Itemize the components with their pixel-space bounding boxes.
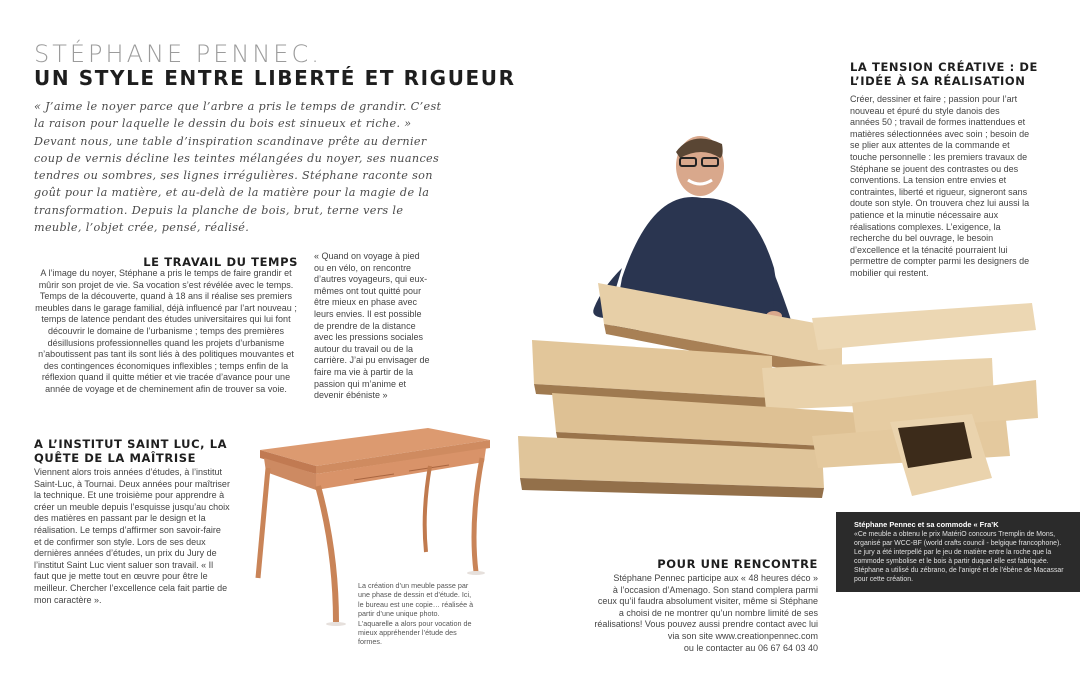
rencontre-line: a choisi de ne montrer qu’un nombre limité de ses: [618, 607, 818, 618]
section-heading-rencontre: POUR UNE RENCONTRE: [657, 557, 818, 571]
heading-line: LA TENSION CRÉATIVE : DE: [850, 60, 1038, 74]
section-heading-tension: [850, 60, 1050, 88]
article-title-name: STÉPHANE PENNEC.: [34, 40, 322, 68]
section-body-institut: Viennent alors trois années d’études, à l’institut Saint-Luc, à Tournai. Deux années pour maîtriser la technique. Et une troisième pour apprendre à créer un meuble depuis l’esquisse jusqu’au choix des matières en passant par le design et la réalisation. Le temps d’affirmer son savoir-faire et de confirmer son style. Lors de ses deux dernières années d’études, un prix du Jury de l’institut Saint Luc vient saluer son travail. « Il faut que je mette tout en œuvre pour être le meilleur. Chercher l’excellence cela fait partie de mon caractère ».: [34, 467, 230, 605]
rencontre-line: à l’occasion d’Amenago. Son stand complera parmi: [612, 584, 818, 595]
website-link[interactable]: via son site www.creationpennec.com: [667, 630, 818, 641]
rencontre-line: Stéphane Pennec participe aux « 48 heures déco »: [613, 573, 818, 583]
rencontre-line: ceux qu’il faudra absolument visiter, même si Stéphane: [597, 596, 818, 607]
section-heading-travail: LE TRAVAIL DU TEMPS: [143, 255, 298, 269]
rencontre-line: réalisations! Vous pouvez aussi prendre contact avec lui: [594, 619, 818, 630]
phone-number: ou le contacter au 06 67 64 03 40: [683, 642, 818, 653]
heading-line: QUÊTE DE LA MAÎTRISE: [34, 451, 197, 465]
article-title-subtitle: UN STYLE ENTRE LIBERTÉ ET RIGUEUR: [34, 66, 516, 90]
photo-caption-box: [836, 512, 1080, 592]
table-caption: La création d’un meuble passe par une phase de dessin et d’étude. Ici, le bureau est une copie… réalisée à partir d’une unique photo. L’aquarelle a alors pour vocation de mieux appréhender l’étude des formes.: [358, 581, 474, 647]
intro-paragraph: « J’aime le noyer parce que l’arbre a pris le temps de grandir. C’est la raison pour laquelle le dessin du bois est sinueux et riche. » Devant nous, une table d’inspiration scandinave prête au dernier coup de vernis décline les teintes mélangées du noyer, ses nuances tendres ou sombres, ses lignes irrégulières. Stéphane raconte son goût pour la matière, et au-delà de la matière pour la magie de la transformation. Depuis la planche de bois, brut, terne vers le meuble, l’objet crée, pensé, réalisé.: [34, 100, 442, 235]
heading-line: L’IDÉE À SA RÉALISATION: [850, 74, 1026, 88]
section-body-tension: Créer, dessiner et faire ; passion pour l’art nouveau et épuré du style danois des années 50 ; travail de formes inattendues et matières sélectionnées avec soin ; besoin de se plier aux attentes de la commande et touche personnelle : les premiers travaux de Stéphane se jouent des contrastes ou des conventions. La tension entre envies et contraintes, liberté et rigueur, signeront sans doute son style. On trouvera chez lui aussi la patience et la minutie nécessaire aux réalisations complexes. L’exigence, la recherche du bel ouvrage, le besoin d’excellence et la ténacité pourraient lui permettre de compter parmi les designers de mobilier qui restent.: [850, 94, 1030, 278]
photo-caption-title: Stéphane Pennec et sa commode « Fra’K: [854, 520, 999, 529]
section-body-travail: A l’image du noyer, Stéphane a pris le temps de faire grandir et mûrir son projet de vie. Sa vocation s’est révélée avec le temps. Temps de la découverte, quand à 18 ans il réalise ses premiers meubles dans le garage familial, déjà influencé par l’art nouveau ; temps de latence pendant des études universitaires qui lui font découvrir le domaine de l’urbanisme ; temps des premières désillusions professionnelles quand les projets d’urbanisme n’aboutissent pas tant ils sont liés à des politiques mouvantes et des contingences économiques inflexibles ; temps enfin de la réflexion quand il quitte métier et vie tracée d’avance pour une année de voyage et de cheminement afin de trouver sa voie.: [35, 268, 297, 394]
heading-line: A L’INSTITUT SAINT LUC, LA: [34, 437, 228, 451]
section-heading-institut: [34, 437, 234, 465]
photo-caption-body: «Ce meuble a obtenu le prix MatériO concours Tremplin de Mons, organisé par WCC-BF (world crafts council - belgique francophone). Le jury a été interpellé par le jeu de matière entre la roche que la commode symbolise et le bois à partir duquel elle est fabriquée. Stéphane a utilisé du zébrano, de l’anigré et de l’ébène de Macassar pour cette création.: [854, 530, 1064, 583]
section-body-rencontre: [560, 573, 818, 654]
pull-quote: « Quand on voyage à pied ou en vélo, on rencontre d’autres voyageurs, qui eux-mêmes ont tout quitté pour être mieux en phase avec leurs envies. Il est possible de prendre de la distance avec les pressions sociales autour du travail ou de la carrière. J’ai pu envisager de faire ma vie à partir de la passion qui m’anime et devenir ébéniste »: [314, 251, 430, 401]
